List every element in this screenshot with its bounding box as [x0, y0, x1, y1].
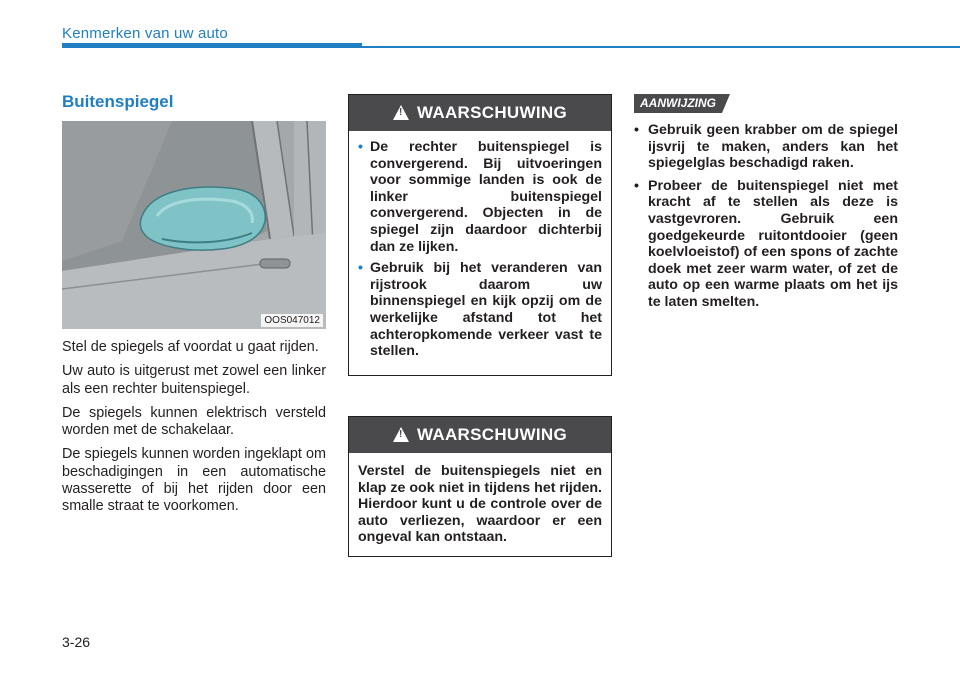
note-bullet: • Gebruik geen krabber om de spiegel ijsvrij te maken, anders kan het spiegelglas beschadigd raken. [634, 122, 898, 172]
bullet-icon: • [358, 139, 363, 155]
car-mirror-drawing [62, 121, 326, 329]
header-rule-thick [62, 43, 362, 48]
warning-triangle-icon [393, 427, 409, 442]
header-rule-thin [362, 46, 960, 48]
body-paragraph: De spiegels kunnen elektrisch versteld worden met de schakelaar. [62, 404, 326, 439]
warning-triangle-icon [393, 105, 409, 120]
mirror-illustration [62, 121, 326, 329]
body-paragraph: Stel de spiegels af voordat u gaat rijden. [62, 339, 319, 355]
bullet-icon: • [358, 260, 363, 277]
warning-box-convergent [348, 94, 612, 376]
body-paragraph: De spiegels kunnen worden ingeklapt om beschadigingen in een automatische wasserette of bij het rijden door een smalle straat te voorkomen. [62, 446, 326, 515]
warning-header [349, 95, 611, 131]
note-list [634, 122, 898, 317]
warning-bullet: • De rechter buitenspiegel is convergerend. Bij uitvoeringen voor sommige landen is ook de linker buitenspiegel convergerend. Objecten in de spiegel zijn daardoor dichterbij dan ze lijken. [358, 139, 602, 255]
page-number: 3-26 [62, 634, 91, 650]
bullet-icon: • [634, 122, 639, 138]
warning-heading: WAARSCHUWING [417, 425, 567, 444]
section-header: Kenmerken van uw auto [62, 25, 228, 42]
warning-text: Verstel de buitenspiegels niet en klap ze ook niet in tijdens het rijden. Hierdoor kunt u de controle over de auto verliezen, waardoor er een ongeval kan ontstaan. [358, 463, 602, 546]
body-paragraph: Uw auto is uitgerust met zowel een linker als een rechter buitenspiegel. [62, 363, 326, 397]
note-bullet: • Probeer de buitenspiegel niet met kracht af te stellen als deze is vastgevroren. Gebruik een goedgekeurde ruitontdooier (geen koelvloeistof) of een spons of zachte doek met zeer warm water, of zet de auto op een warme plaats om het ijs te laten smelten. [634, 177, 898, 310]
warning-box-adjust [348, 416, 612, 557]
warning-body [349, 131, 611, 375]
body-text [62, 339, 326, 523]
page-title: Buitenspiegel [62, 92, 174, 111]
note-label: AANWIJZING [634, 94, 722, 113]
warning-body [349, 453, 611, 556]
warning-header [349, 417, 611, 453]
warning-bullet: • Gebruik bij het veranderen van rijstrook daarom uw binnenspiegel en kijk opzij om de werkelijke afstand tot het achteropkomende verkeer vast te stellen. [358, 260, 602, 360]
bullet-icon: • [634, 177, 639, 194]
warning-heading: WAARSCHUWING [417, 103, 567, 122]
figure-code: OOS047012 [261, 314, 323, 327]
